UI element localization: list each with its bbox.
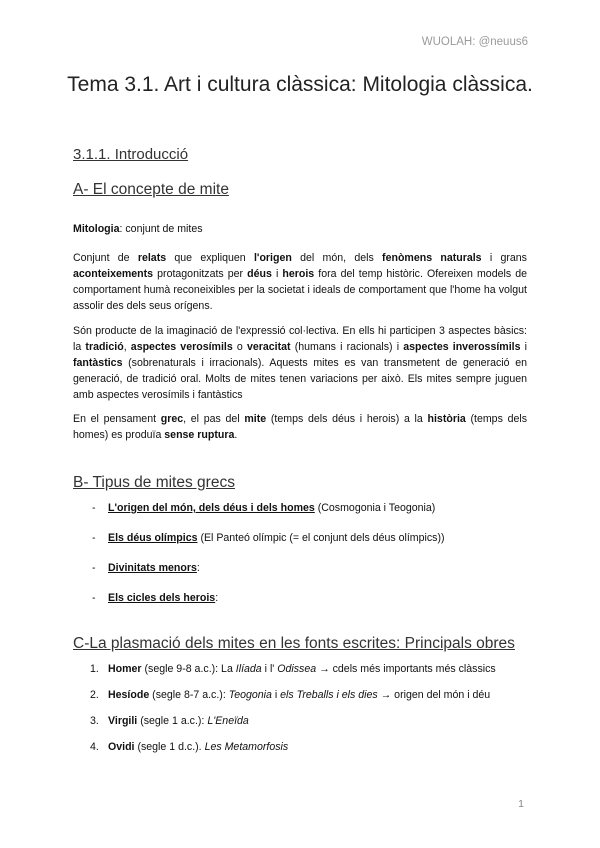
bold-term: aspectes inverossímils <box>403 341 521 353</box>
text: (segle 8-7 a.c.): <box>149 689 229 701</box>
list-item-title: L'origen del món, dels déus i dels homes <box>108 502 315 514</box>
list-item <box>90 661 530 677</box>
list-number: 2. <box>90 689 99 701</box>
text: o <box>232 341 247 353</box>
text: . <box>234 429 238 441</box>
text: i <box>520 341 528 353</box>
text: : conjunt de mites <box>119 223 203 235</box>
text: → origen del món i déu <box>377 689 491 701</box>
bold-term: veracitat <box>246 341 291 353</box>
list-number: 3. <box>90 715 99 727</box>
list-item <box>92 500 532 516</box>
page-title: Tema 3.1. Art i cultura clàssica: Mitologia clàssica. <box>67 73 533 96</box>
list-item <box>92 530 532 546</box>
dash: - <box>92 592 96 604</box>
list-item-text: (Cosmogonia i Teogonia) <box>314 502 436 514</box>
text: (temps dels déus i herois) a la <box>266 413 428 425</box>
section-heading-b: B- Tipus de mites grecs <box>73 474 235 491</box>
text: , el pas del <box>183 413 245 425</box>
works-list <box>90 661 530 755</box>
paragraph-greek-thought <box>73 411 527 443</box>
dash: - <box>92 562 96 574</box>
text: (sobrenaturals i irracionals). Aquests mites es van transmetent de generació en generació, de tradició oral. Molts de mites tenen variacions per això. Els mites sempre juguen amb aspectes verosímils i fantàstics <box>73 357 527 401</box>
list-item-title: Els déus olímpics <box>108 532 198 544</box>
bold-term: grec <box>160 413 184 425</box>
bold-term: herois <box>282 268 315 280</box>
list-item-text: (El Panteó olímpic (= el conjunt dels déus olímpics)) <box>197 532 445 544</box>
bold-term: relats <box>137 252 167 264</box>
work-title: Odissea <box>277 663 317 675</box>
text: → cdels més importants més clàssics <box>316 663 496 675</box>
page-number: 1 <box>518 798 524 810</box>
text: (segle 9-8 a.c.): La <box>141 663 236 675</box>
text: i l' <box>261 663 278 675</box>
paragraph-mitologia <box>73 221 527 237</box>
bold-term: déus <box>247 268 272 280</box>
text: i <box>271 268 283 280</box>
text: protagonitzats per <box>153 268 248 280</box>
dash: - <box>92 502 96 514</box>
list-number: 4. <box>90 741 99 753</box>
watermark: WUOLAH: @neuus6 <box>421 36 528 48</box>
text: , <box>123 341 131 353</box>
text: que expliquen <box>166 252 254 264</box>
text: Són producte de la imaginació de l'expressió col·lectiva. En ells hi participen 3 aspectes bàsics: la <box>73 325 527 353</box>
work-title: Les Metamorfosis <box>204 741 289 753</box>
bold-term: fenòmens naturals <box>382 252 482 264</box>
list-item <box>92 560 532 576</box>
text: fora del temp històric. Ofereixen models de comportament humà reconeixibles per la societat i ideals de comportament que l'home ha volgut assolir des dels seus orígens. <box>73 268 527 312</box>
author-name: Hesíode <box>108 689 150 701</box>
author-name: Virgili <box>108 715 138 727</box>
list-item-text: : <box>215 592 219 604</box>
list-item <box>92 590 532 606</box>
text: (temps dels homes) es produïa <box>73 413 528 441</box>
term-mitologia: Mitologia <box>73 223 120 235</box>
work-title: Ilíada <box>235 663 262 675</box>
list-item-text: : <box>196 562 200 574</box>
work-title: L'Eneïda <box>207 715 249 727</box>
myth-types-list <box>92 500 532 606</box>
text: i grans <box>481 252 527 264</box>
text: del món, dels <box>291 252 383 264</box>
dash: - <box>92 532 96 544</box>
bold-term: sense ruptura <box>164 429 235 441</box>
bold-term: aspectes verosímils <box>130 341 233 353</box>
work-title: Teogonia <box>228 689 272 701</box>
text: i <box>271 689 281 701</box>
list-item-title: Divinitats menors <box>108 562 197 574</box>
author-name: Homer <box>108 663 142 675</box>
paragraph-definition <box>73 250 527 314</box>
list-number: 1. <box>90 663 99 675</box>
paragraph-aspects <box>73 323 527 403</box>
text: (segle 1 d.c.). <box>134 741 205 753</box>
text: Conjunt de <box>73 252 138 264</box>
section-heading-intro: 3.1.1. Introducció <box>73 146 189 163</box>
text: En el pensament <box>73 413 161 425</box>
bold-term: mite <box>244 413 267 425</box>
bold-term: història <box>427 413 466 425</box>
text: (humans i racionals) i <box>290 341 404 353</box>
author-name: Ovidi <box>108 741 135 753</box>
list-item <box>90 713 530 729</box>
bold-term: fantàstics <box>73 357 123 369</box>
bold-term: l'origen <box>253 252 292 264</box>
list-item-title: Els cicles dels herois <box>108 592 216 604</box>
list-item <box>90 687 530 703</box>
bold-term: tradició <box>85 341 124 353</box>
section-heading-a: A- El concepte de mite <box>73 181 229 198</box>
section-heading-c: C-La plasmació dels mites en les fonts escrites: Principals obres <box>73 635 515 652</box>
list-item <box>90 739 530 755</box>
bold-term: aconteixements <box>73 268 154 280</box>
text: (segle 1 a.c.): <box>137 715 208 727</box>
work-title: els Treballs i els dies <box>280 689 378 701</box>
